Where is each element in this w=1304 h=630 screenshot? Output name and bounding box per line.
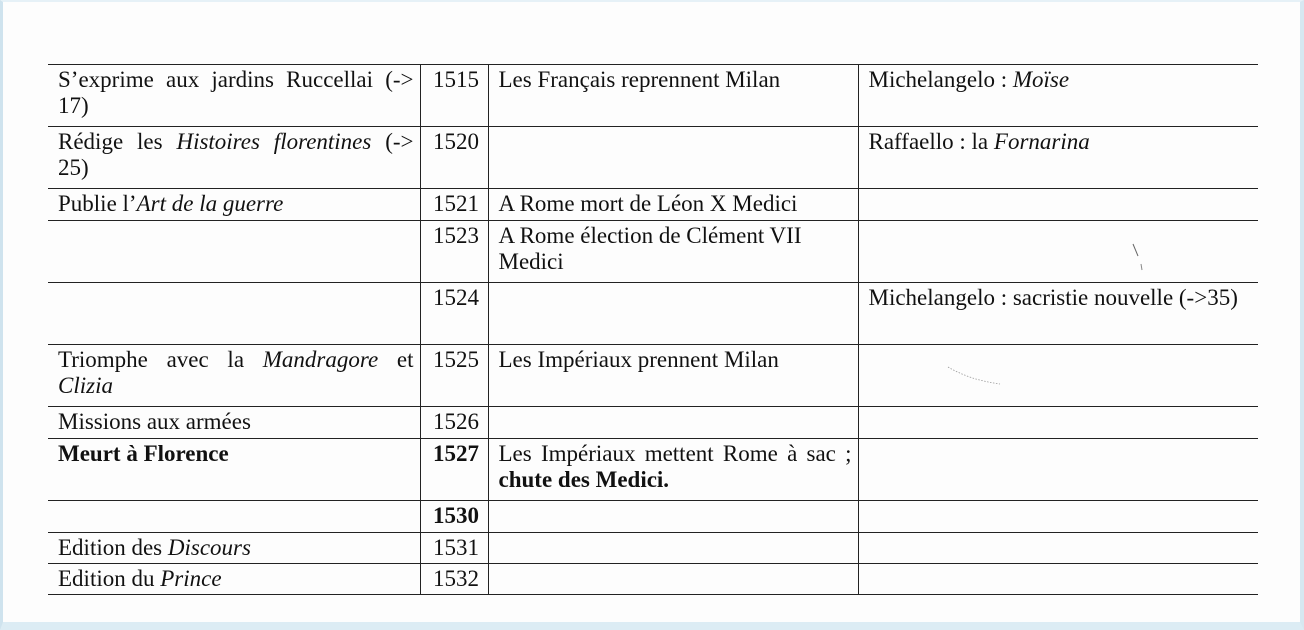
year-cell: 1524 — [420, 283, 488, 345]
art-cell: Michelangelo : sacristie nouvelle (->35) — [858, 283, 1258, 345]
events-cell: A Rome mort de Léon X Medici — [488, 189, 858, 221]
table-row — [48, 345, 1258, 407]
events-cell — [488, 564, 858, 595]
year-cell: 1521 — [420, 189, 488, 221]
table-row — [48, 189, 1258, 221]
life-cell: Meurt à Florence — [48, 439, 420, 501]
life-cell — [48, 283, 420, 345]
art-cell — [858, 189, 1258, 221]
events-cell: Les Impériaux prennent Milan — [488, 345, 858, 407]
year-cell: 1520 — [420, 127, 488, 189]
year-cell: 1527 — [420, 439, 488, 501]
year-cell: 1532 — [420, 564, 488, 595]
life-cell: Missions aux armées — [48, 407, 420, 439]
year-cell: 1515 — [420, 65, 488, 127]
art-cell — [858, 533, 1258, 564]
table-row — [48, 501, 1258, 533]
art-cell — [858, 439, 1258, 501]
events-cell: Les Français reprennent Milan — [488, 65, 858, 127]
chronology-table — [48, 64, 1258, 595]
table-row — [48, 439, 1258, 501]
events-cell — [488, 533, 858, 564]
events-cell: Les Impériaux mettent Rome à sac ; chute des Medici. — [488, 439, 858, 501]
art-cell — [858, 564, 1258, 595]
table-row — [48, 283, 1258, 345]
table-row — [48, 127, 1258, 189]
life-cell: Rédige les Histoires florentines (-> 25) — [48, 127, 420, 189]
events-cell — [488, 501, 858, 533]
events-cell: A Rome élection de Clément VII Medici — [488, 221, 858, 283]
life-cell — [48, 221, 420, 283]
year-cell: 1530 — [420, 501, 488, 533]
table-row — [48, 221, 1258, 283]
art-cell: Michelangelo : Moïse — [858, 65, 1258, 127]
year-cell: 1531 — [420, 533, 488, 564]
art-cell — [858, 221, 1258, 283]
art-cell — [858, 345, 1258, 407]
life-cell: S’exprime aux jardins Ruccellai (-> 17) — [48, 65, 420, 127]
table-row — [48, 65, 1258, 127]
year-cell: 1526 — [420, 407, 488, 439]
events-cell — [488, 127, 858, 189]
events-cell — [488, 407, 858, 439]
art-cell — [858, 501, 1258, 533]
table-row — [48, 407, 1258, 439]
table-row — [48, 533, 1258, 564]
life-cell — [48, 501, 420, 533]
table-row — [48, 564, 1258, 595]
life-cell: Edition du Prince — [48, 564, 420, 595]
art-cell — [858, 407, 1258, 439]
life-cell: Edition des Discours — [48, 533, 420, 564]
life-cell: Triomphe avec la Mandragore et Clizia — [48, 345, 420, 407]
year-cell: 1523 — [420, 221, 488, 283]
life-cell: Publie l’Art de la guerre — [48, 189, 420, 221]
art-cell: Raffaello : la Fornarina — [858, 127, 1258, 189]
events-cell — [488, 283, 858, 345]
year-cell: 1525 — [420, 345, 488, 407]
